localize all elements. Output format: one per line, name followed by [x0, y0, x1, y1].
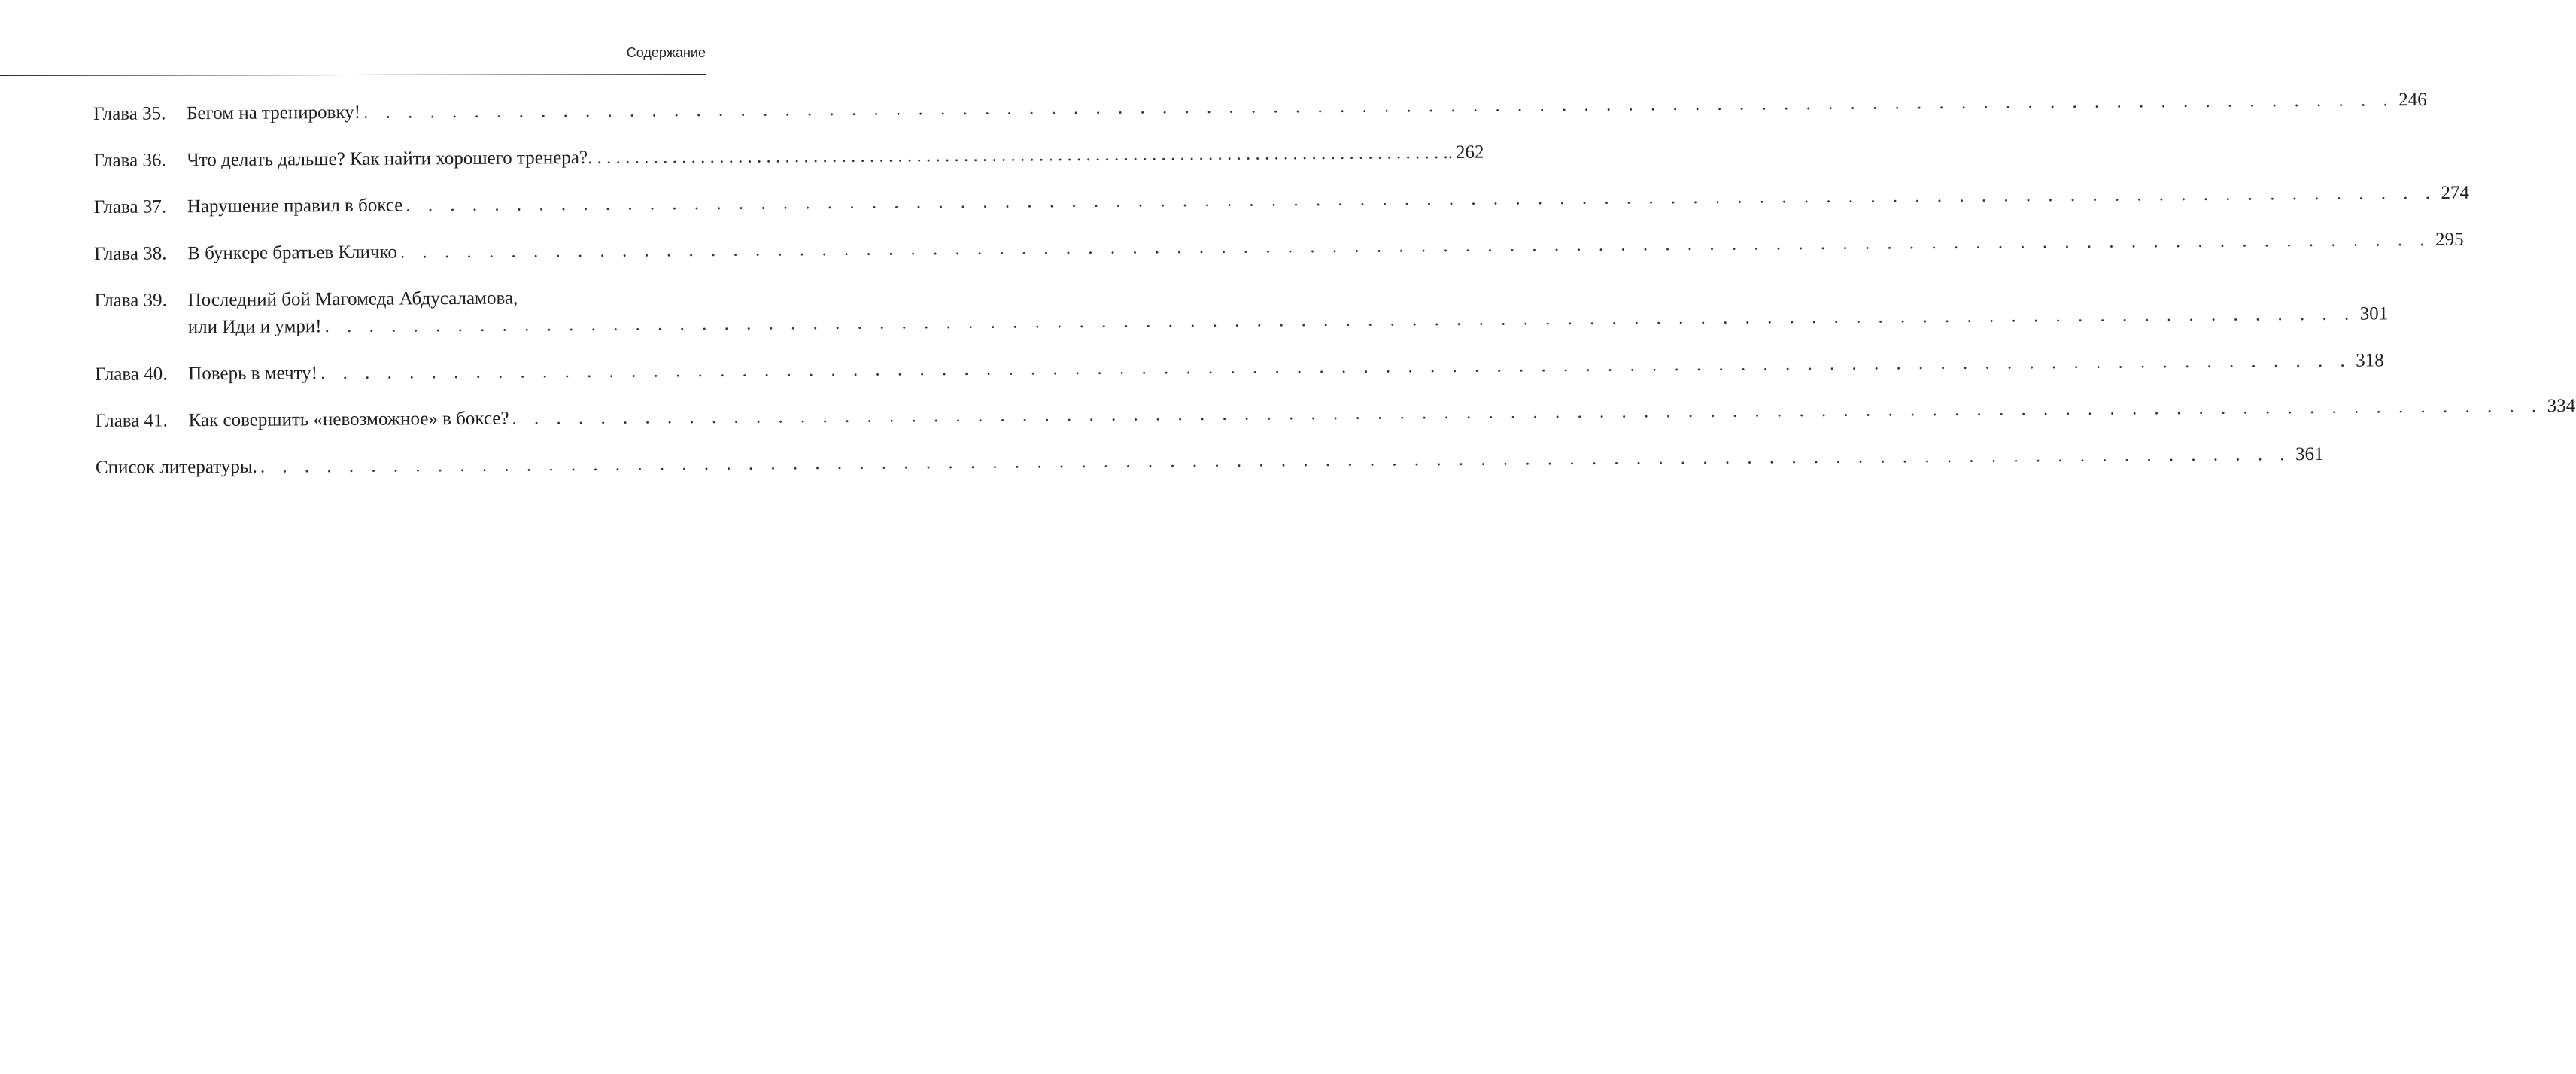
running-head: Содержание — [626, 45, 706, 60]
page-number: 246 — [2398, 90, 2427, 111]
dot-leader: . . . . — [588, 139, 1453, 172]
toc-entry-40[interactable] — [95, 350, 2384, 388]
dot-leader — [320, 348, 2351, 387]
page-number: 295 — [2435, 229, 2464, 250]
chapter-number: Глава 39. — [94, 290, 167, 311]
chapter-title: Бегом на тренировку! — [187, 102, 361, 124]
bibliography-title: Список литературы. — [95, 456, 257, 478]
chapter-number: Глава 41. — [95, 410, 168, 431]
page-number: 334 — [2547, 395, 2576, 417]
toc-entry-line — [93, 141, 1484, 175]
toc-entry-41[interactable] — [95, 395, 2576, 435]
toc-entry-38[interactable] — [94, 229, 2464, 268]
page-number: 318 — [2356, 350, 2384, 371]
chapter-title: Нарушение правил в боксе — [187, 195, 403, 218]
dot-leader — [400, 227, 2431, 266]
toc-entry-bibliography[interactable] — [95, 443, 2324, 482]
chapter-title: Поверь в мечту! — [188, 363, 318, 385]
table-of-contents — [93, 90, 2576, 501]
page-number: 262 — [1455, 141, 1484, 163]
toc-entry-35[interactable] — [93, 90, 2427, 128]
toc-entry-line — [93, 182, 2470, 221]
chapter-title: Что делать дальше? Как найти хорошего тренера? — [187, 147, 588, 171]
chapter-title-continued: или Иди и умри! — [187, 316, 322, 338]
dot-leader — [363, 87, 2394, 126]
chapter-title: Последний бой Магомеда Абдусаламова, — [187, 288, 518, 311]
chapter-number: Глава 38. — [94, 243, 167, 264]
chapter-number: Глава 36. — [93, 150, 166, 171]
dot-leader — [260, 441, 2291, 480]
toc-entry-line — [95, 350, 2384, 388]
toc-entry-36[interactable] — [93, 141, 1484, 175]
header-rule — [0, 74, 706, 76]
toc-entry-line — [94, 229, 2464, 268]
chapter-title: В бункере братьев Кличко — [187, 242, 397, 264]
chapter-title: Как совершить «невозможное» в боксе? — [188, 408, 509, 431]
toc-entry-line — [93, 90, 2427, 128]
toc-entry-line — [95, 395, 2576, 435]
toc-entry-line — [95, 284, 709, 315]
toc-entry-39[interactable] — [94, 284, 2389, 342]
dot-leader — [512, 393, 2542, 432]
page-number: 274 — [2441, 182, 2470, 203]
dot-leader — [406, 180, 2436, 219]
toc-entry-line — [95, 443, 2324, 482]
chapter-number: Глава 40. — [95, 364, 168, 385]
chapter-number: Глава 37. — [93, 196, 167, 218]
toc-entry-37[interactable] — [93, 182, 2470, 221]
page-number: 301 — [2359, 303, 2389, 324]
page-number: 361 — [2295, 443, 2324, 465]
toc-entry-continuation — [95, 303, 2389, 342]
chapter-number: Глава 35. — [93, 103, 166, 124]
